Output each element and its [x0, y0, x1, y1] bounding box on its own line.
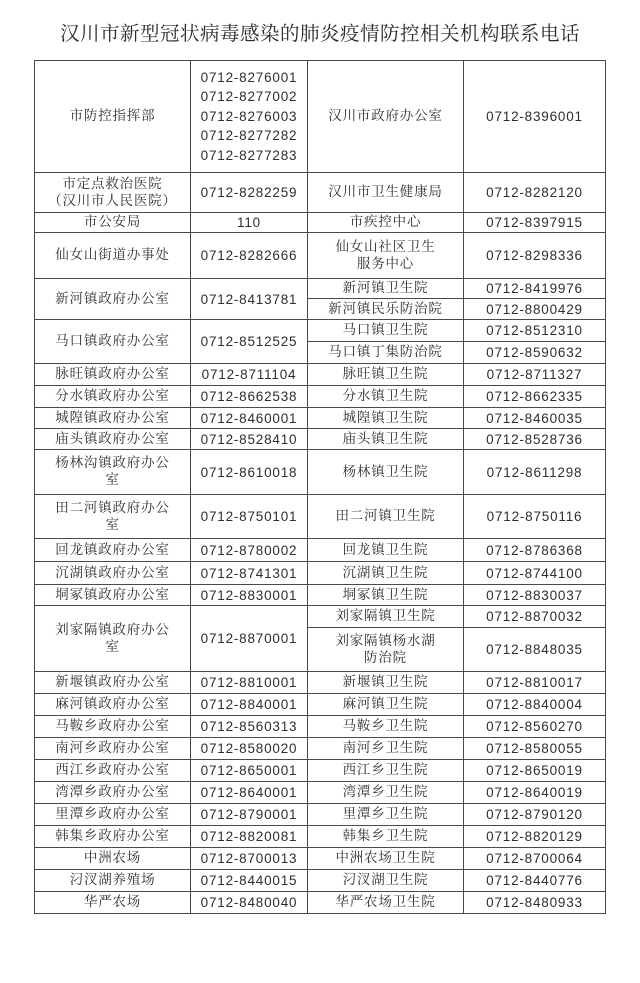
- organization-name-cell: 马口镇丁集防治院: [308, 342, 464, 364]
- phone-number-cell: 0712-8282120: [464, 173, 606, 213]
- organization-name-cell: 庙头镇政府办公室: [35, 429, 191, 450]
- table-row: [35, 870, 606, 892]
- table-row: [35, 804, 606, 826]
- phone-number-cell: 0712-8744100: [464, 562, 606, 585]
- table-row: [35, 716, 606, 738]
- phone-number-cell: 0712-8711104: [191, 364, 308, 386]
- organization-name-cell: 麻河镇政府办公室: [35, 694, 191, 716]
- phone-number-cell: 0712-8480933: [464, 892, 606, 914]
- organization-name-cell: 垌冢镇卫生院: [308, 585, 464, 606]
- phone-number: 0712-8276001: [200, 69, 298, 85]
- organization-name-cell: 市定点救治医院 （汉川市人民医院）: [35, 173, 191, 213]
- phone-number-cell: 0712-8590632: [464, 342, 606, 364]
- organization-name-cell: 庙头镇卫生院: [308, 429, 464, 450]
- table-row: [35, 826, 606, 848]
- phone-number-cell: 0712-8560270: [464, 716, 606, 738]
- organization-name-cell: 新堰镇卫生院: [308, 672, 464, 694]
- table-row: [35, 495, 606, 539]
- table-row: [35, 386, 606, 408]
- phone-number-cell: 0712-8298336: [464, 233, 606, 279]
- table-row: [35, 279, 606, 299]
- phone-number: 0712-8276003: [200, 108, 298, 124]
- phone-number-cell: 0712-8396001: [464, 61, 606, 173]
- table-row: [35, 450, 606, 495]
- organization-name-cell: 汉川市政府办公室: [308, 61, 464, 173]
- table-row: [35, 760, 606, 782]
- phone-number-cell: 0712-8528410: [191, 429, 308, 450]
- phone-number-cell: 0712-8480040: [191, 892, 308, 914]
- table-row: [35, 892, 606, 914]
- phone-number-cell: 0712-8750101: [191, 495, 308, 539]
- organization-name-cell: 新河镇民乐防治院: [308, 299, 464, 320]
- phone-number-cell: 0712-8662335: [464, 386, 606, 408]
- table-row: [35, 408, 606, 429]
- organization-name-cell: 脉旺镇卫生院: [308, 364, 464, 386]
- table-row: [35, 61, 606, 173]
- organization-name-cell: 城隍镇卫生院: [308, 408, 464, 429]
- phone-number-cell: 0712-8711327: [464, 364, 606, 386]
- organization-name-cell: 汈汊湖卫生院: [308, 870, 464, 892]
- phone-number-cell: 0712-8830001: [191, 585, 308, 606]
- organization-name-cell: 韩集乡政府办公室: [35, 826, 191, 848]
- organization-name-cell: 中洲农场: [35, 848, 191, 870]
- organization-name-cell: 垌冢镇政府办公室: [35, 585, 191, 606]
- phone-number-cell: 0712-8580055: [464, 738, 606, 760]
- table-row: [35, 213, 606, 233]
- phone-number-cell: 0712-8413781: [191, 279, 308, 320]
- organization-name-cell: 仙女山社区卫生 服务中心: [308, 233, 464, 279]
- phone-number-cell: 0712-8512525: [191, 320, 308, 364]
- phone-number-cell: [191, 61, 308, 173]
- organization-name-cell: 华严农场: [35, 892, 191, 914]
- organization-name-cell: 杨林沟镇政府办公 室: [35, 450, 191, 495]
- table-row: [35, 848, 606, 870]
- phone-number-cell: 0712-8790001: [191, 804, 308, 826]
- organization-name-cell: 市公安局: [35, 213, 191, 233]
- table-row: [35, 364, 606, 386]
- organization-name-cell: 麻河镇卫生院: [308, 694, 464, 716]
- phone-number-cell: 0712-8560313: [191, 716, 308, 738]
- phone-number-cell: 0712-8440015: [191, 870, 308, 892]
- phone-number-cell: 0712-8848035: [464, 628, 606, 672]
- phone-number-cell: 0712-8870001: [191, 606, 308, 672]
- phone-number-cell: 0712-8282259: [191, 173, 308, 213]
- table-row: [35, 429, 606, 450]
- organization-name-cell: 韩集乡卫生院: [308, 826, 464, 848]
- phone-number-cell: 0712-8870032: [464, 606, 606, 628]
- phone-number-cell: 0712-8700013: [191, 848, 308, 870]
- organization-name-cell: 仙女山街道办事处: [35, 233, 191, 279]
- table-row: [35, 320, 606, 342]
- organization-name-cell: 回龙镇政府办公室: [35, 539, 191, 562]
- phone-number-cell: 0712-8580020: [191, 738, 308, 760]
- organization-name-cell: 刘家隔镇政府办公 室: [35, 606, 191, 672]
- organization-name-cell: 市疾控中心: [308, 213, 464, 233]
- phone-number-cell: 0712-8397915: [464, 213, 606, 233]
- phone-number-cell: 110: [191, 213, 308, 233]
- phone-number-cell: 0712-8512310: [464, 320, 606, 342]
- organization-name-cell: 田二河镇卫生院: [308, 495, 464, 539]
- organization-name-cell: 刘家隔镇杨水湖 防治院: [308, 628, 464, 672]
- organization-name-cell: 南河乡卫生院: [308, 738, 464, 760]
- organization-name-cell: 南河乡政府办公室: [35, 738, 191, 760]
- organization-name-cell: 沉湖镇卫生院: [308, 562, 464, 585]
- phone-number-cell: 0712-8460035: [464, 408, 606, 429]
- phone-number-cell: 0712-8611298: [464, 450, 606, 495]
- phone-number-cell: 0712-8282666: [191, 233, 308, 279]
- phone-number-cell: 0712-8750116: [464, 495, 606, 539]
- phone-number-cell: 0712-8640019: [464, 782, 606, 804]
- table-row: [35, 606, 606, 628]
- table-row: [35, 585, 606, 606]
- phone-number-cell: 0712-8840004: [464, 694, 606, 716]
- table-row: [35, 672, 606, 694]
- phone-number: 0712-8277282: [200, 128, 298, 144]
- organization-name-cell: 脉旺镇政府办公室: [35, 364, 191, 386]
- organization-name-cell: 湾潭乡卫生院: [308, 782, 464, 804]
- organization-name-cell: 分水镇卫生院: [308, 386, 464, 408]
- table-row: [35, 782, 606, 804]
- phone-number-cell: 0712-8820129: [464, 826, 606, 848]
- organization-name-cell: 回龙镇卫生院: [308, 539, 464, 562]
- phone-number-cell: 0712-8741301: [191, 562, 308, 585]
- phone-number-cell: 0712-8440776: [464, 870, 606, 892]
- organization-name-cell: 新河镇卫生院: [308, 279, 464, 299]
- organization-name-cell: 中洲农场卫生院: [308, 848, 464, 870]
- table-row: [35, 173, 606, 213]
- table-row: [35, 233, 606, 279]
- organization-name-cell: 新河镇政府办公室: [35, 279, 191, 320]
- organization-name-cell: 分水镇政府办公室: [35, 386, 191, 408]
- organization-name-cell: 马口镇政府办公室: [35, 320, 191, 364]
- organization-name-cell: 马鞍乡政府办公室: [35, 716, 191, 738]
- contact-table-body: [35, 61, 606, 914]
- phone-number-cell: 0712-8610018: [191, 450, 308, 495]
- phone-number-cell: 0712-8640001: [191, 782, 308, 804]
- organization-name-cell: 西江乡政府办公室: [35, 760, 191, 782]
- organization-name-cell: 刘家隔镇卫生院: [308, 606, 464, 628]
- phone-number-cell: 0712-8662538: [191, 386, 308, 408]
- phone-number-cell: 0712-8650019: [464, 760, 606, 782]
- organization-name-cell: 马鞍乡卫生院: [308, 716, 464, 738]
- organization-name-cell: 市防控指挥部: [35, 61, 191, 173]
- table-row: [35, 738, 606, 760]
- phone-number-cell: 0712-8528736: [464, 429, 606, 450]
- organization-name-cell: 城隍镇政府办公室: [35, 408, 191, 429]
- organization-name-cell: 西江乡卫生院: [308, 760, 464, 782]
- phone-number-cell: 0712-8810001: [191, 672, 308, 694]
- organization-name-cell: 田二河镇政府办公 室: [35, 495, 191, 539]
- contact-table: [34, 60, 606, 914]
- organization-name-cell: 杨林镇卫生院: [308, 450, 464, 495]
- table-row: [35, 562, 606, 585]
- phone-number-cell: 0712-8786368: [464, 539, 606, 562]
- table-row: [35, 694, 606, 716]
- phone-number-cell: 0712-8460001: [191, 408, 308, 429]
- phone-number-cell: 0712-8830037: [464, 585, 606, 606]
- table-row: [35, 539, 606, 562]
- organization-name-cell: 沉湖镇政府办公室: [35, 562, 191, 585]
- organization-name-cell: 华严农场卫生院: [308, 892, 464, 914]
- phone-number-cell: 0712-8780002: [191, 539, 308, 562]
- phone-number: 0712-8277002: [200, 89, 298, 105]
- organization-name-cell: 里潭乡卫生院: [308, 804, 464, 826]
- organization-name-cell: 湾潭乡政府办公室: [35, 782, 191, 804]
- organization-name-cell: 马口镇卫生院: [308, 320, 464, 342]
- phone-number-cell: 0712-8820081: [191, 826, 308, 848]
- organization-name-cell: 新堰镇政府办公室: [35, 672, 191, 694]
- organization-name-cell: 汉川市卫生健康局: [308, 173, 464, 213]
- phone-number-cell: 0712-8700064: [464, 848, 606, 870]
- phone-number-cell: 0712-8810017: [464, 672, 606, 694]
- organization-name-cell: 里潭乡政府办公室: [35, 804, 191, 826]
- phone-number: 0712-8277283: [200, 147, 298, 163]
- phone-number-cell: 0712-8419976: [464, 279, 606, 299]
- page-title: 汉川市新型冠状病毒感染的肺炎疫情防控相关机构联系电话: [59, 22, 580, 45]
- organization-name-cell: 汈汊湖养殖场: [35, 870, 191, 892]
- phone-number-cell: 0712-8840001: [191, 694, 308, 716]
- phone-number-cell: 0712-8650001: [191, 760, 308, 782]
- phone-number-cell: 0712-8800429: [464, 299, 606, 320]
- phone-number-cell: 0712-8790120: [464, 804, 606, 826]
